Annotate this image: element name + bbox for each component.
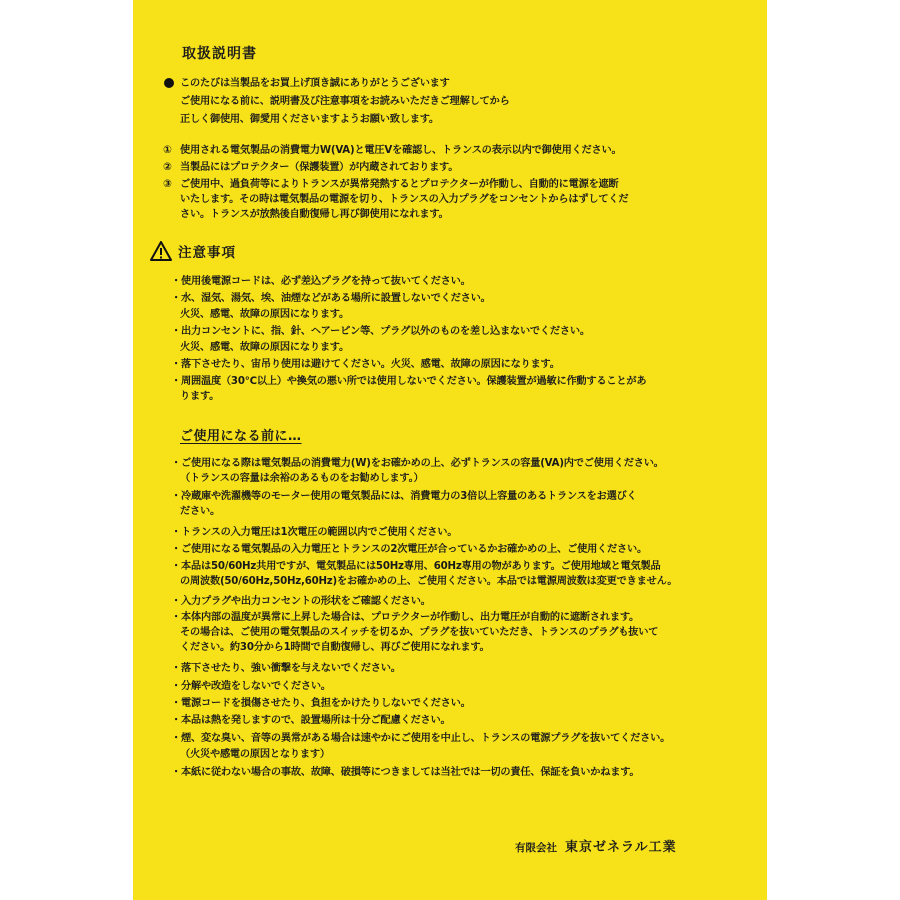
before-use-line: ・煙、変な臭い、音等の異常がある場合は速やかにご使用を中止し、トランスの電源プラグを抜いてください。 bbox=[171, 733, 671, 744]
caution-title: 注意事項 bbox=[178, 245, 236, 261]
numbered-line: 当製品にはプロテクター（保護装置）が内蔵されております。 bbox=[180, 162, 459, 173]
intro-line: ご使用になる前に、説明書及び注意事項をお読みいただきご理解してから bbox=[180, 96, 510, 107]
caution-line: ります。 bbox=[180, 391, 220, 402]
caution-line: ・出力コンセントに、指、針、ヘアーピン等、プラグ以外のものを差し込まないでください。 bbox=[171, 326, 590, 337]
caution-heading bbox=[150, 240, 236, 262]
numbered-line: 使用される電気製品の消費電力W(VA)と電圧Vを確認し、トランスの表示以内で御使用ください。 bbox=[180, 145, 622, 156]
caution-line: ・使用後電源コードは、必ず差込プラグを持って抜いてください。 bbox=[171, 276, 471, 287]
numbered-line: いたします。その時は電気製品の電源を切り、トランスの入力プラグをコンセントからはずしてくだ bbox=[180, 194, 629, 205]
before-use-line: ・トランスの入力電圧は1次電圧の範囲以内でご使用ください。 bbox=[171, 527, 458, 538]
intro-line: 正しく御使用、御愛用くださいますようお願い致します。 bbox=[180, 114, 439, 125]
numbered-line: さい。トランスが放熱後自動復帰し再び御使用になれます。 bbox=[180, 209, 449, 220]
before-use-line: ・分解や改造をしないでください。 bbox=[171, 681, 331, 692]
before-use-line: の周波数(50/60Hz,50Hz,60Hz)をお確かめの上、ご使用ください。本品では電源周波数は変更できません。 bbox=[180, 576, 678, 587]
before-use-line: ・ご使用になる際は電気製品の消費電力(W)をお確かめの上、必ずトランスの容量(VA)内でご使用ください。 bbox=[171, 458, 664, 469]
number-mark: ② bbox=[163, 161, 172, 173]
before-use-line: ・本紙に従わない場合の事故、故障、破損等につきましては当社では一切の責任、保証を負いかねます。 bbox=[171, 767, 640, 778]
company-type: 有限会社 bbox=[515, 842, 557, 854]
caution-line: ・水、湿気、湯気、埃、油煙などがある場所に設置しないでください。 bbox=[171, 293, 491, 304]
instruction-sheet bbox=[133, 0, 767, 900]
before-use-line: ・本品は熱を発しますので、設置場所は十分ご配慮ください。 bbox=[171, 715, 451, 726]
before-use-line: ・落下させたり、強い衝撃を与えないでください。 bbox=[171, 663, 401, 674]
before-use-line: ・ご使用になる電気製品の入力電圧とトランスの2次電圧が合っているかお確かめの上、ご使用ください。 bbox=[171, 544, 647, 555]
intro-line: このたびは当製品をお買上げ頂き誠にありがとうございます bbox=[180, 78, 450, 89]
number-mark: ③ bbox=[163, 178, 172, 190]
before-use-line: ・本品は50/60Hz共用ですが、電気製品には50Hz専用、60Hz専用の物があります。ご使用地域と電気製品 bbox=[171, 561, 661, 572]
caution-line: ・落下させたり、宙吊り使用は避けてください。火災、感電、故障の原因になります。 bbox=[171, 359, 560, 370]
before-use-line: ・冷蔵庫や洗濯機等のモーター使用の電気製品には、消費電力の3倍以上容量のあるトランスをお選びく bbox=[171, 491, 637, 502]
caution-line: 火災、感電、故障の原因になります。 bbox=[180, 309, 349, 320]
warning-triangle-icon bbox=[150, 241, 172, 261]
company-footer bbox=[515, 836, 677, 855]
caution-line: 火災、感電、故障の原因になります。 bbox=[180, 342, 349, 353]
number-mark: ① bbox=[163, 144, 172, 156]
before-use-line: （火災や感電の原因となります） bbox=[180, 749, 330, 760]
caution-line: ・周囲温度（30℃以上）や換気の悪い所では使用しないでください。保護装置が過敏に作動することがあ bbox=[171, 376, 647, 387]
before-use-line: ・電源コードを損傷させたり、負担をかけたりしないでください。 bbox=[171, 698, 471, 709]
page-title: 取扱説明書 bbox=[182, 46, 257, 62]
before-use-line: ください。約30分から1時間で自動復帰し、再びご使用になれます。 bbox=[180, 642, 490, 653]
before-use-line: その場合は、ご使用の電気製品のスイッチを切るか、プラグを抜いていただき、トランスのプラグも抜いて bbox=[180, 627, 659, 638]
before-use-heading: ご使用になる前に… bbox=[180, 429, 302, 444]
numbered-line: ご使用中、過負荷等によりトランスが異常発熱するとプロテクターが作動し、自動的に電源を遮断 bbox=[180, 179, 619, 190]
bullet-dot-icon bbox=[164, 78, 174, 88]
before-use-line: （トランスの容量は余裕のあるものをお勧めします。） bbox=[180, 473, 424, 484]
before-use-line: ・入力プラグや出力コンセントの形状をご確認ください。 bbox=[171, 596, 431, 607]
before-use-line: ださい。 bbox=[180, 506, 220, 517]
before-use-line: ・本体内部の温度が異常に上昇した場合は、プロテクターが作動し、出力電圧が自動的に遮断されます。 bbox=[171, 612, 639, 623]
company-name: 東京ゼネラル工業 bbox=[565, 840, 677, 855]
